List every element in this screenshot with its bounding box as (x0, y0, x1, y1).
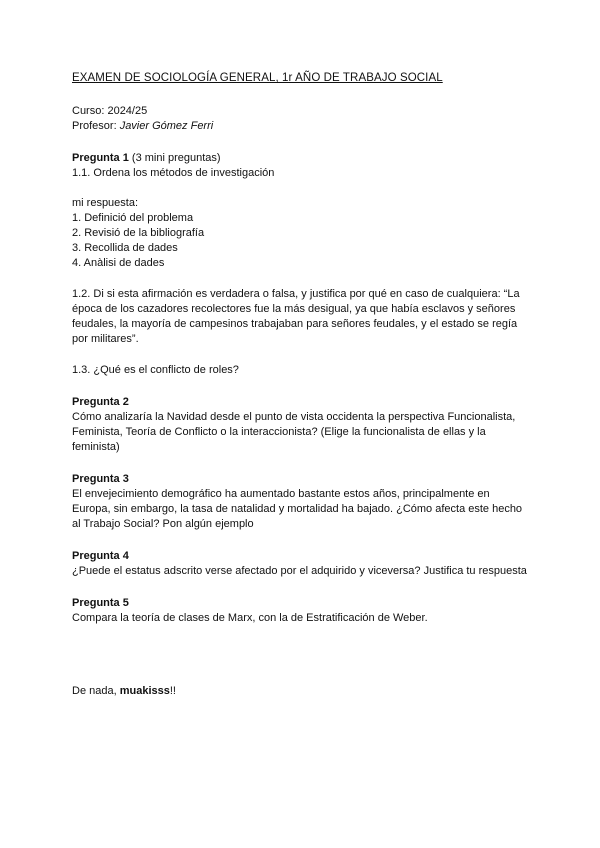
closing-line (72, 684, 528, 699)
question-1-3: 1.3. ¿Qué es el conflicto de roles? (72, 364, 239, 376)
closing-bold: muakisss (119, 685, 170, 697)
question-1-1: 1.1. Ordena los métodos de investigación (72, 167, 275, 179)
closing-suffix: !! (169, 685, 176, 697)
teacher-name: Javier Gómez Ferri (119, 120, 214, 132)
list-item: 4. Anàlisi de dades (72, 257, 165, 269)
exam-meta (72, 104, 528, 134)
closing-prefix: De nada, (72, 685, 120, 697)
question-1-note: (3 mini preguntas) (128, 152, 221, 164)
list-item: 1. Definició del problema (72, 212, 194, 224)
question-3 (72, 472, 528, 532)
question-5 (72, 596, 528, 626)
question-2-label: Pregunta 2 (72, 396, 129, 408)
question-2 (72, 395, 528, 455)
course-line: Curso: 2024/25 (72, 105, 148, 117)
question-3-text: El envejecimiento demográfico ha aumentado bastante estos años, principalmente en Europa, sin embargo, la tasa de natalidad y mortalidad ha bajado. ¿Cómo afecta este hecho al Trabajo Social? Pon algún ejemplo (72, 488, 523, 530)
question-4-label: Pregunta 4 (72, 550, 129, 562)
list-item: 2. Revisió de la bibliografía (72, 227, 205, 239)
exam-title: EXAMEN DE SOCIOLOGÍA GENERAL, 1r AÑO DE TRABAJO SOCIAL (72, 72, 443, 84)
teacher-line (72, 119, 528, 134)
question-2-text: Cómo analizaría la Navidad desde el punto de vista occidenta la perspectiva Funcionalista, Feminista, Teoría de Conflicto o la interaccionista? (Elige la funcionalista de ellas y la feminista) (72, 411, 516, 453)
question-4-text: ¿Puede el estatus adscrito verse afectado por el adquirido y viceversa? Justifica tu respuesta (72, 565, 527, 577)
question-5-label: Pregunta 5 (72, 597, 129, 609)
list-item: 3. Recollida de dades (72, 242, 178, 254)
question-4 (72, 549, 528, 579)
question-1-label: Pregunta 1 (72, 152, 129, 164)
answer-list (72, 211, 528, 271)
question-3-label: Pregunta 3 (72, 473, 129, 485)
question-1-2: 1.2. Di si esta afirmación es verdadera o falsa, y justifica por qué en caso de cualquiera: “La época de los cazadores recolectores fue la más desigual, ya que había esclavos y señores feudales, la mayoría de campesinos trabajaban para señores feudales, y el estado se regía por militares”. (72, 288, 520, 345)
question-1-heading (72, 151, 528, 166)
teacher-label: Profesor: (72, 120, 120, 132)
question-1 (72, 151, 528, 378)
answer-heading: mi respuesta: (72, 197, 139, 209)
question-5-text: Compara la teoría de clases de Marx, con la de Estratificación de Weber. (72, 612, 428, 624)
